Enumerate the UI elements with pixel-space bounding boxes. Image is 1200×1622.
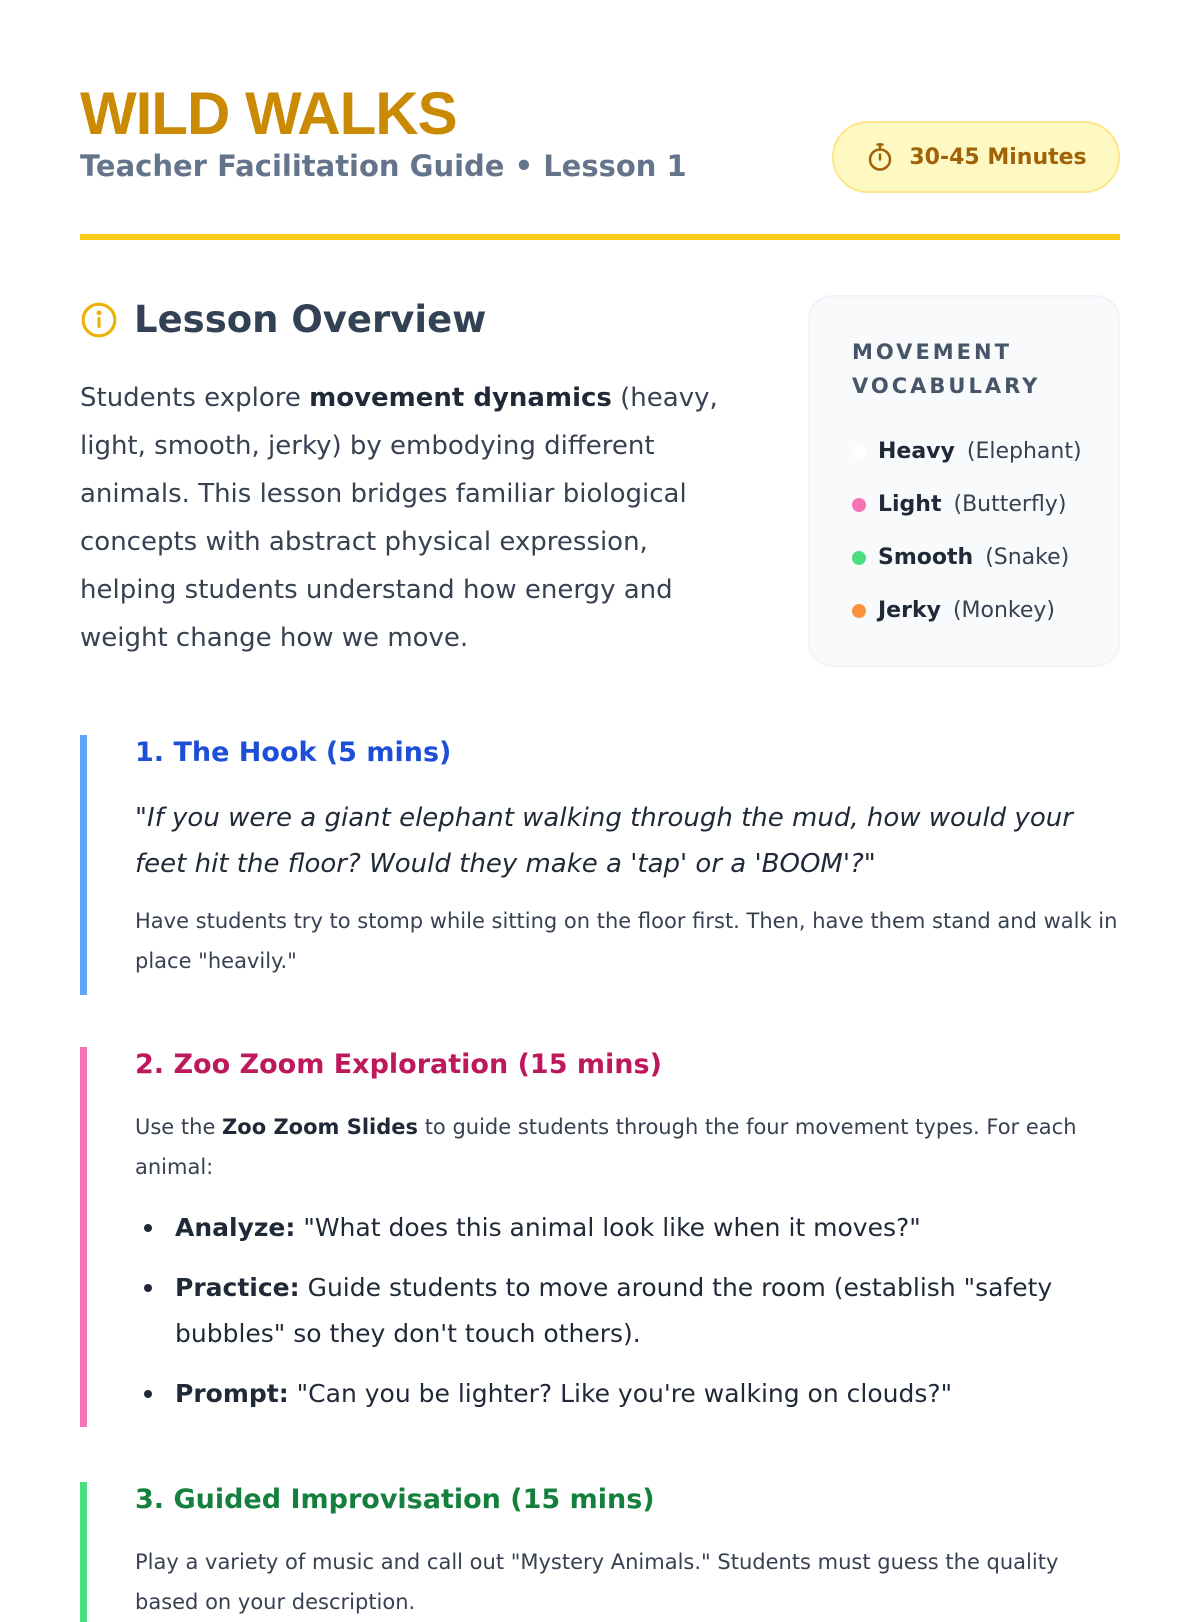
hook-text: Have students try to stomp while sitting on the floor first. Then, have them stand and walk in place "heavily." (135, 909, 1118, 973)
section-title: 3. Guided Improvisation (15 mins) (135, 1484, 655, 1515)
section-zoo-zoom (80, 1047, 1120, 1427)
movement-vocabulary-card (808, 295, 1120, 667)
vocab-dot (852, 551, 866, 565)
header-divider (80, 234, 1120, 240)
duration-badge (832, 121, 1120, 193)
list-item: Prompt: "Can you be lighter? Like you're walking on clouds?" (135, 1371, 1120, 1417)
list-item: Practice: Guide students to move around the room (establish "safety bubbles" so they don't touch others). (135, 1265, 1120, 1357)
page-title: WILD WALKS (80, 80, 457, 147)
section-improvisation (80, 1482, 1120, 1622)
zoo-bullet-list (135, 1205, 1120, 1417)
duration-label: 30-45 Minutes (909, 144, 1087, 170)
page-subtitle: Teacher Facilitation Guide • Lesson 1 (80, 149, 687, 183)
zoo-text: Use the Zoo Zoom Slides to guide students through the four movement types. For each animal: (135, 1115, 1077, 1179)
info-icon (80, 301, 118, 339)
hook-quote: "If you were a giant elephant walking through the mud, how would your feet hit the floor? Would they make a 'tap' or a 'BOOM'?" (135, 803, 1073, 879)
vocab-dot (852, 604, 866, 618)
stopwatch-icon (865, 142, 895, 172)
vocab-item-light: Light (Butterfly) (852, 478, 1076, 531)
vocabulary-list (852, 425, 1082, 637)
vocab-item-heavy: Heavy (Elephant) (852, 425, 1076, 478)
overview-heading (80, 296, 486, 344)
vocab-dot (852, 498, 866, 512)
section-hook (80, 735, 1120, 995)
list-item: Analyze: "What does this animal look like when it moves?" (135, 1205, 1120, 1251)
vocab-dot (852, 445, 866, 459)
section-title: 1. The Hook (5 mins) (135, 737, 452, 768)
overview-title: Lesson Overview (134, 298, 487, 341)
vocabulary-title: MOVEMENT VOCABULARY (852, 340, 1041, 398)
overview-text: Students explore movement dynamics (heavy, light, smooth, jerky) by embodying different animals. This lesson bridges familiar biological concepts with abstract physical expression, helping students understand how energy and weight change how we move. (80, 383, 718, 653)
vocab-item-smooth: Smooth (Snake) (852, 531, 1076, 584)
section-title: 2. Zoo Zoom Exploration (15 mins) (135, 1049, 662, 1080)
vocab-item-jerky: Jerky (Monkey) (852, 584, 1076, 637)
lesson-guide-page (80, 0, 1120, 1614)
improv-text: Play a variety of music and call out "Mystery Animals." Students must guess the quality based on your description. (135, 1550, 1059, 1614)
